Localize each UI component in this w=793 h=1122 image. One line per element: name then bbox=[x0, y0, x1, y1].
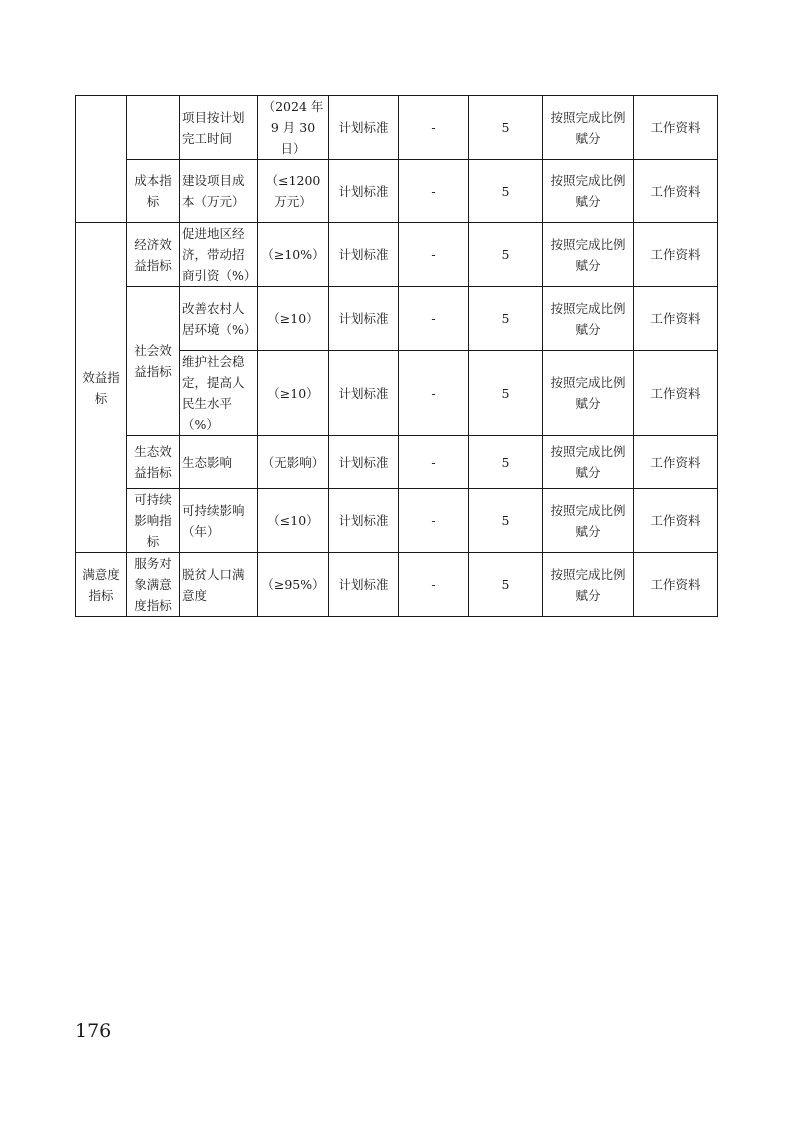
level3-cell: 改善农村人居环境（%） bbox=[180, 287, 258, 351]
value-cell: （无影响） bbox=[258, 436, 329, 489]
source-cell: 工作资料 bbox=[634, 96, 718, 160]
level2-cell: 生态效益指标 bbox=[127, 436, 180, 489]
level2-cell: 经济效益指标 bbox=[127, 223, 180, 287]
dash-cell: - bbox=[399, 351, 469, 436]
score-cell: 5 bbox=[469, 553, 543, 617]
level2-cell: 可持续影响指标 bbox=[127, 489, 180, 553]
level3-cell: 维护社会稳定，提高人民生水平（%） bbox=[180, 351, 258, 436]
level2-cell: 成本指标 bbox=[127, 160, 180, 223]
dash-cell: - bbox=[399, 223, 469, 287]
source-cell: 工作资料 bbox=[634, 351, 718, 436]
standard-cell: 计划标准 bbox=[329, 489, 399, 553]
level3-cell: 建设项目成本（万元） bbox=[180, 160, 258, 223]
level1-cell: 满意度指标 bbox=[76, 553, 127, 617]
method-cell: 按照完成比例赋分 bbox=[543, 223, 634, 287]
value-cell: （2024 年 9 月 30 日） bbox=[258, 96, 329, 160]
method-cell: 按照完成比例赋分 bbox=[543, 553, 634, 617]
level3-cell: 可持续影响（年） bbox=[180, 489, 258, 553]
dash-cell: - bbox=[399, 489, 469, 553]
source-cell: 工作资料 bbox=[634, 287, 718, 351]
method-cell: 按照完成比例赋分 bbox=[543, 96, 634, 160]
level1-cell bbox=[76, 96, 127, 223]
standard-cell: 计划标准 bbox=[329, 287, 399, 351]
score-cell: 5 bbox=[469, 223, 543, 287]
table-row bbox=[76, 287, 718, 351]
table-row bbox=[76, 489, 718, 553]
method-cell: 按照完成比例赋分 bbox=[543, 287, 634, 351]
value-cell: （≤1200万元） bbox=[258, 160, 329, 223]
level3-cell: 促进地区经济，带动招商引资（%） bbox=[180, 223, 258, 287]
source-cell: 工作资料 bbox=[634, 553, 718, 617]
standard-cell: 计划标准 bbox=[329, 351, 399, 436]
performance-indicator-table bbox=[75, 95, 718, 617]
score-cell: 5 bbox=[469, 96, 543, 160]
table-row bbox=[76, 160, 718, 223]
dash-cell: - bbox=[399, 96, 469, 160]
value-cell: （≥10） bbox=[258, 351, 329, 436]
table-row bbox=[76, 223, 718, 287]
source-cell: 工作资料 bbox=[634, 489, 718, 553]
score-cell: 5 bbox=[469, 160, 543, 223]
standard-cell: 计划标准 bbox=[329, 436, 399, 489]
level3-cell: 项目按计划完工时间 bbox=[180, 96, 258, 160]
level2-cell bbox=[127, 96, 180, 160]
score-cell: 5 bbox=[469, 436, 543, 489]
page-number: 176 bbox=[75, 1020, 112, 1042]
method-cell: 按照完成比例赋分 bbox=[543, 489, 634, 553]
standard-cell: 计划标准 bbox=[329, 553, 399, 617]
source-cell: 工作资料 bbox=[634, 223, 718, 287]
score-cell: 5 bbox=[469, 489, 543, 553]
dash-cell: - bbox=[399, 553, 469, 617]
level1-cell: 效益指标 bbox=[76, 223, 127, 553]
score-cell: 5 bbox=[469, 351, 543, 436]
standard-cell: 计划标准 bbox=[329, 223, 399, 287]
standard-cell: 计划标准 bbox=[329, 160, 399, 223]
value-cell: （≥10） bbox=[258, 287, 329, 351]
dash-cell: - bbox=[399, 160, 469, 223]
score-cell: 5 bbox=[469, 287, 543, 351]
dash-cell: - bbox=[399, 287, 469, 351]
standard-cell: 计划标准 bbox=[329, 96, 399, 160]
level2-cell: 服务对象满意度指标 bbox=[127, 553, 180, 617]
table-row bbox=[76, 436, 718, 489]
dash-cell: - bbox=[399, 436, 469, 489]
level2-cell: 社会效益指标 bbox=[127, 287, 180, 436]
source-cell: 工作资料 bbox=[634, 436, 718, 489]
method-cell: 按照完成比例赋分 bbox=[543, 351, 634, 436]
value-cell: （≤10） bbox=[258, 489, 329, 553]
source-cell: 工作资料 bbox=[634, 160, 718, 223]
level3-cell: 脱贫人口满意度 bbox=[180, 553, 258, 617]
value-cell: （≥95%） bbox=[258, 553, 329, 617]
table-row bbox=[76, 553, 718, 617]
value-cell: （≥10%） bbox=[258, 223, 329, 287]
level3-cell: 生态影响 bbox=[180, 436, 258, 489]
method-cell: 按照完成比例赋分 bbox=[543, 160, 634, 223]
table-row bbox=[76, 96, 718, 160]
method-cell: 按照完成比例赋分 bbox=[543, 436, 634, 489]
